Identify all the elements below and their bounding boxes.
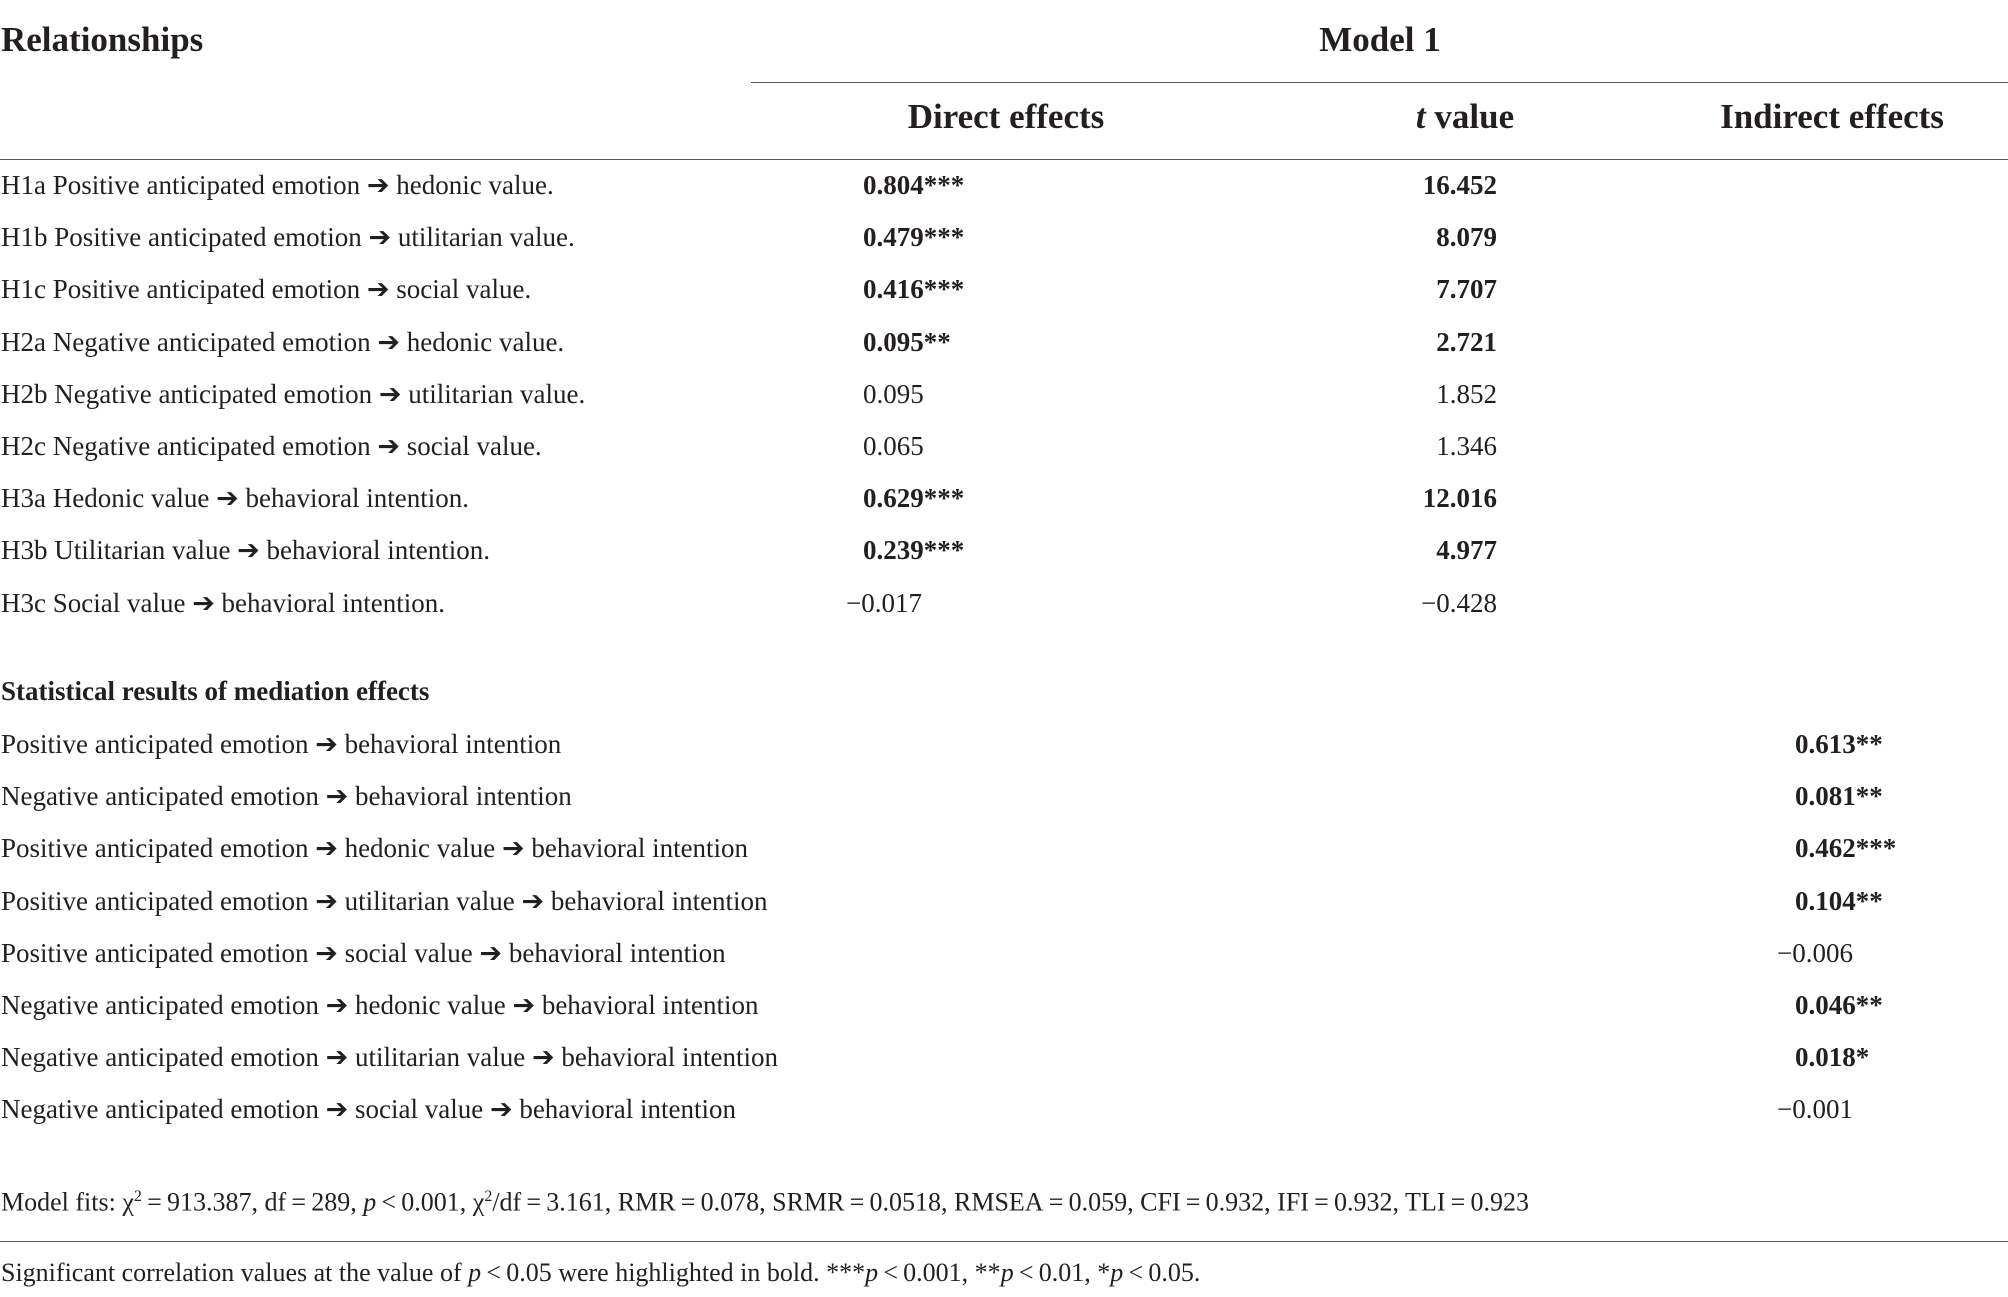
indirect-effect-value: 0.018* [1795,1042,1870,1073]
footer-rule [0,1241,2008,1242]
mediation-section-title: Statistical results of mediation effects [1,676,430,706]
table-row [0,263,2008,315]
direct-effect-value: 0.095 [863,378,924,409]
footnote-text-2: < 0.05 were highlighted in bold. *** [481,1258,866,1287]
indirect-effect-cell [1795,724,1909,764]
indirect-effect-value: −0.001 [1777,1094,1853,1125]
indirect-effect-value: 0.046** [1795,990,1883,1020]
t-value-cell: −0.428 [1421,587,1497,618]
table-row [0,472,2008,524]
model-fits-note [1,1177,1529,1223]
header-direct-effects: Direct effects [907,97,1105,136]
indirect-effect-cell [1795,881,1909,921]
relationship-cell: Positive anticipated emotion ➔ social value ➔ behavioral intention [1,937,726,968]
table-row [0,211,2008,263]
table-row [0,979,2008,1031]
chi2-value: = 913.387, df = 289, [141,1187,364,1217]
table-row [0,1031,2008,1083]
direct-effect-value: 0.629*** [863,483,965,514]
relationship-cell: H3a Hedonic value ➔ behavioral intention. [1,483,469,514]
direct-effect-cell [863,478,997,518]
p-italic: p [363,1187,377,1217]
direct-effect-value: 0.065 [863,431,924,461]
table-row [0,316,2008,368]
t-value-cell: 1.346 [1436,431,1497,461]
relationship-cell: Positive anticipated emotion ➔ utilitarian value ➔ behavioral intention [1,885,768,916]
relationship-cell: H1c Positive anticipated emotion ➔ social value. [1,274,532,305]
footnote-text-4: < 0.01, * [1013,1258,1111,1287]
indirect-effect-value: 0.104** [1795,885,1883,916]
t-value-cell: 7.707 [1436,274,1497,305]
relationship-cell: Positive anticipated emotion ➔ hedonic value ➔ behavioral intention [1,833,749,864]
relationship-cell: Negative anticipated emotion ➔ behavioral intention [1,781,572,812]
t-value-cell: 2.721 [1436,326,1497,357]
direct-effect-cell [863,269,997,309]
chi2-symbol: χ [122,1187,134,1217]
header-indirect-effects: Indirect effects [1720,97,1944,136]
direct-effect-cell [846,583,980,623]
direct-effect-value: 0.416*** [863,274,965,305]
footnote-text-1: Significant correlation values at the value of [1,1258,469,1287]
direct-effect-cell [863,374,997,414]
relationship-cell: H2a Negative anticipated emotion ➔ hedonic value. [1,326,565,357]
table-row [0,822,2008,874]
table-row [0,159,2008,211]
direct-effect-value: 0.095** [863,326,951,357]
relationship-cell: Negative anticipated emotion ➔ utilitarian value ➔ behavioral intention [1,1042,779,1073]
model-underline-rule [751,82,2008,83]
header-model: Model 1 [1319,20,1441,59]
chi2df-symbol: χ [472,1187,485,1217]
indirect-effect-cell [1777,933,1891,973]
relationship-cell: H2c Negative anticipated emotion ➔ social value. [1,431,542,461]
indirect-effect-cell [1777,1089,1891,1129]
chi2df-value: /df = 3.161, RMR = 0.078, SRMR = 0.0518, RMSEA = 0.059, CFI = 0.932, IFI = 0.932, TLI = 0.923 [492,1187,1530,1217]
footnote-text-3: < 0.001, ** [878,1258,1001,1287]
direct-effect-value: 0.239*** [863,535,965,566]
relationship-cell: H1a Positive anticipated emotion ➔ hedonic value. [1,170,554,200]
t-italic: t [1415,97,1426,136]
chi2df-sup: 2 [484,1188,493,1205]
table-row [0,875,2008,927]
t-value-cell: 12.016 [1422,483,1497,514]
indirect-effect-cell [1795,828,1909,868]
direct-effect-cell [863,217,997,257]
indirect-effect-value: 0.081** [1795,781,1883,812]
table-row [0,927,2008,979]
p-value: < 0.001, [376,1187,473,1217]
direct-effect-cell [863,426,997,466]
footnote-p-1: p [468,1258,482,1287]
table-row [0,420,2008,472]
header-t-value [1416,97,1514,137]
chi2-sup: 2 [133,1188,142,1205]
direct-effect-cell [863,165,997,205]
table-row [0,1083,2008,1135]
relationship-cell: Negative anticipated emotion ➔ social value ➔ behavioral intention [1,1094,737,1125]
t-value-cell: 8.079 [1436,222,1497,253]
table-row [0,718,2008,770]
t-value-cell: 4.977 [1436,535,1497,566]
footnote-p-2: p [865,1258,879,1287]
t-value-label: value [1425,97,1515,136]
indirect-effect-cell [1795,1037,1909,1077]
indirect-effect-cell [1795,985,1909,1025]
direct-effect-value: 0.804*** [863,170,965,200]
direct-effect-cell [863,530,997,570]
footnote-p-4: p [1110,1258,1124,1287]
table-row [0,368,2008,420]
model-fits-label: Model fits: [1,1187,123,1217]
direct-effect-value: 0.479*** [863,222,965,253]
table-row [0,524,2008,576]
t-value-cell: 16.452 [1422,170,1497,200]
footnote [1,1253,1200,1293]
indirect-effect-value: 0.462*** [1795,833,1897,864]
header-relationships: Relationships [1,20,204,59]
relationship-cell: H3b Utilitarian value ➔ behavioral intention. [1,535,490,566]
relationship-cell: H1b Positive anticipated emotion ➔ utilitarian value. [1,222,575,253]
indirect-effect-cell [1795,776,1909,816]
direct-effect-cell [863,322,997,362]
footnote-text-5: < 0.05. [1123,1258,1201,1287]
indirect-effect-value: −0.006 [1777,937,1853,968]
relationship-cell: Negative anticipated emotion ➔ hedonic value ➔ behavioral intention [1,990,759,1020]
relationship-cell: H3c Social value ➔ behavioral intention. [1,587,445,618]
table-row [0,770,2008,822]
table-row [0,577,2008,629]
relationship-cell: H2b Negative anticipated emotion ➔ utilitarian value. [1,378,586,409]
footnote-p-3: p [1000,1258,1014,1287]
direct-effect-value: −0.017 [846,587,922,618]
t-value-cell: 1.852 [1436,378,1497,409]
indirect-effect-value: 0.613** [1795,729,1883,759]
relationship-cell: Positive anticipated emotion ➔ behavioral intention [1,729,562,759]
